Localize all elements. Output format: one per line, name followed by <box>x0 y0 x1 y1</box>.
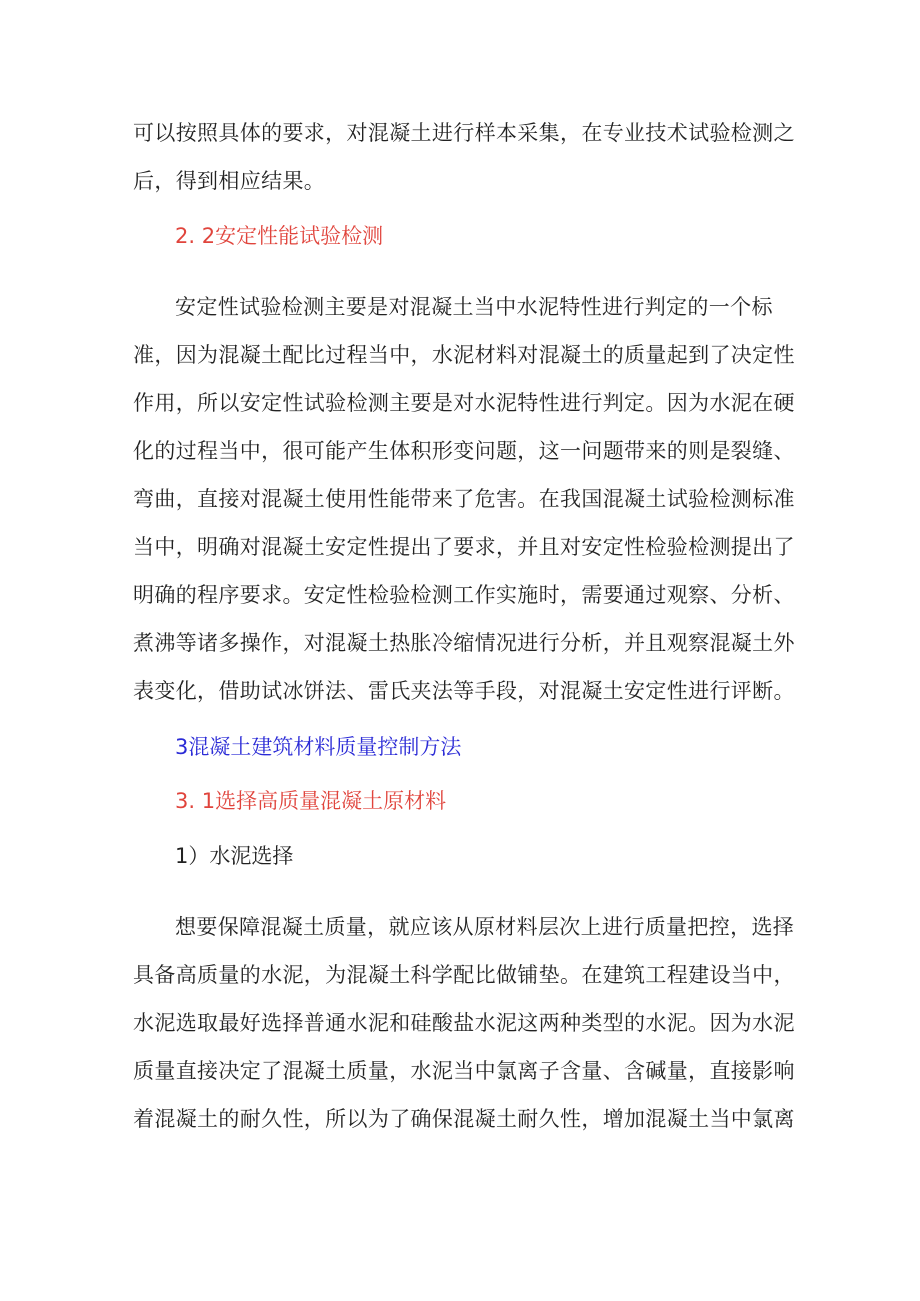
paragraph-line: 安定性试验检测主要是对混凝土当中水泥特性进行判定的一个标 <box>175 295 773 319</box>
section-heading-2-2: 2. 2安定性能试验检测 <box>175 224 384 248</box>
list-item-cement-selection: 1）水泥选择 <box>175 844 294 868</box>
paragraph-line: 准，因为混凝土配比过程当中，水泥材料对混凝土的质量起到了决定性 <box>133 343 795 367</box>
section-heading-3-1: 3. 1选择高质量混凝土原材料 <box>175 789 447 813</box>
paragraph-line: 作用，所以安定性试验检测主要是对水泥特性进行判定。因为水泥在硬 <box>133 391 795 415</box>
paragraph-line: 化的过程当中，很可能产生体积形变问题，这一问题带来的则是裂缝、 <box>133 439 795 463</box>
paragraph-line: 明确的程序要求。安定性检验检测工作实施时，需要通过观察、分析、 <box>133 583 795 607</box>
section-heading-3: 3混凝土建筑材料质量控制方法 <box>175 735 462 759</box>
paragraph-line: 质量直接决定了混凝土质量，水泥当中氯离子含量、含碱量，直接影响 <box>133 1059 795 1083</box>
paragraph-line: 表变化，借助试冰饼法、雷氏夹法等手段，对混凝土安定性进行评断。 <box>133 679 795 703</box>
paragraph-line: 可以按照具体的要求，对混凝土进行样本采集，在专业技术试验检测之 <box>133 121 795 145</box>
paragraph-line: 弯曲，直接对混凝土使用性能带来了危害。在我国混凝土试验检测标准 <box>133 487 795 511</box>
paragraph-line: 具备高质量的水泥，为混凝土科学配比做铺垫。在建筑工程建设当中， <box>133 963 795 987</box>
paragraph-line: 水泥选取最好选择普通水泥和硅酸盐水泥这两种类型的水泥。因为水泥 <box>133 1011 795 1035</box>
paragraph-line: 着混凝土的耐久性，所以为了确保混凝土耐久性，增加混凝土当中氯离 <box>133 1107 795 1131</box>
paragraph-line: 煮沸等诸多操作，对混凝土热胀冷缩情况进行分析，并且观察混凝土外 <box>133 631 795 655</box>
paragraph-line: 后，得到相应结果。 <box>133 169 326 193</box>
paragraph-line: 想要保障混凝土质量，就应该从原材料层次上进行质量把控，选择 <box>175 915 795 939</box>
paragraph-line: 当中，明确对混凝土安定性提出了要求，并且对安定性检验检测提出了 <box>133 535 795 559</box>
